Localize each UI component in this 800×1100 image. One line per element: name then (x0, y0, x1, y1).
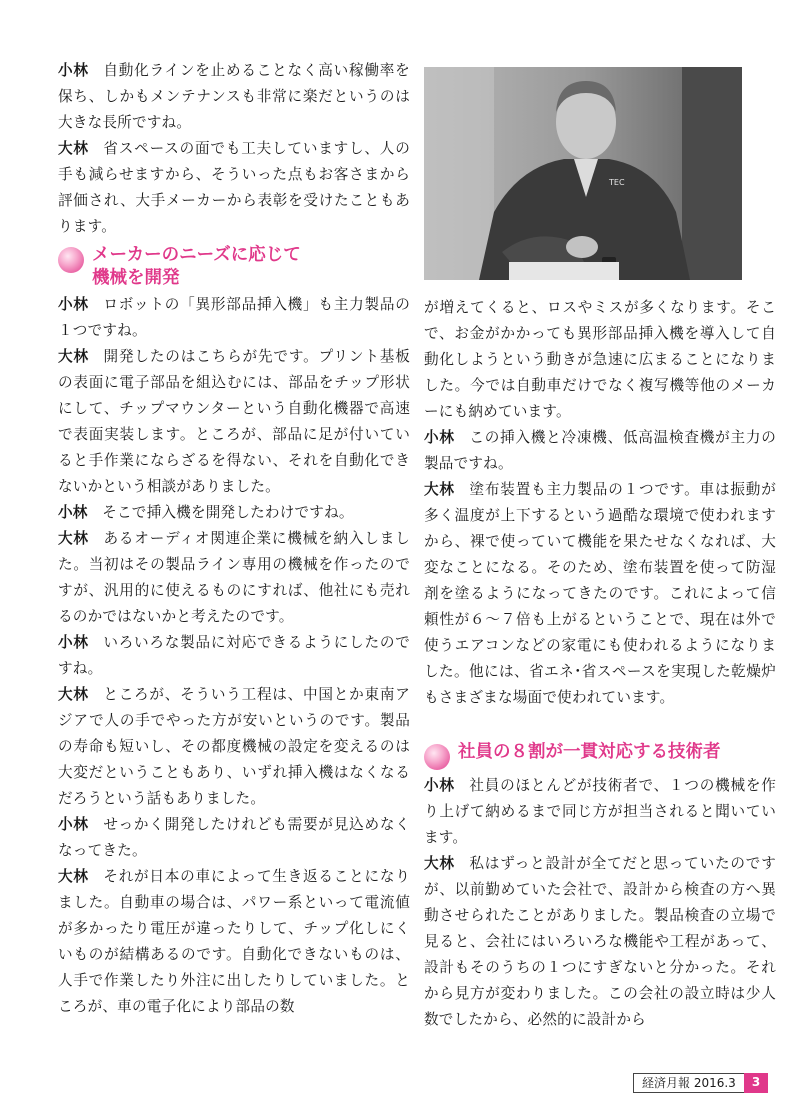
speaker-label: 大林 (58, 348, 89, 365)
speaker-label: 小林 (58, 504, 88, 521)
shirt-logo-text: TEC (609, 178, 625, 187)
paragraph-text: 自動化ラインを止めることなく高い稼働率を保ち、しかもメンテナンスも非常に楽だというのは大きな長所ですね。 (58, 62, 410, 131)
speaker-label: 小林 (58, 296, 89, 313)
speaker-label: 大林 (424, 481, 455, 498)
section-heading (424, 741, 776, 770)
right-column-bottom (424, 773, 776, 1033)
paragraph (424, 851, 776, 1033)
heading-line: メーカーのニーズに応じて (92, 245, 301, 265)
speaker-label: 小林 (58, 634, 89, 651)
paragraph (58, 58, 410, 136)
section-heading-2-wrap (424, 737, 776, 772)
paragraph (58, 526, 410, 630)
paragraph (58, 292, 410, 344)
interview-photo (424, 67, 742, 280)
speaker-label: 大林 (424, 855, 455, 872)
section-heading (58, 244, 410, 290)
heading-line: 機械を開発 (92, 268, 180, 288)
speaker-label: 大林 (58, 140, 89, 157)
paragraph-text: そこで挿入機を開発したわけですね。 (102, 504, 354, 521)
paragraph-text: ロボットの「異形部品挿入機」も主力製品の１つですね。 (58, 296, 410, 339)
paragraph-text: いろいろな製品に対応できるようにしたのですね。 (58, 634, 410, 677)
paragraph-text: 省スペースの面でも工夫していますし、人の手も減らせますから、そういった点もお客さまから評価され、大手メーカーから表彰を受けたこともあります。 (58, 140, 410, 235)
paragraph (424, 295, 776, 425)
speaker-label: 大林 (58, 686, 89, 703)
speaker-label: 大林 (58, 530, 89, 547)
paragraph-text: 私はずっと設計が全てだと思っていたのですが、以前勤めていた会社で、設計から検査の方へ異動させられたことがありました。製品検査の立場で見ると、会社にはいろいろな機能や工程があって、設計もそのうちの１つにすぎないと分かった。それから見方が変わりました。この会社の設立時は少人数でしたから、必然的に設計から (424, 855, 776, 1028)
bullet-circle-icon (424, 744, 450, 770)
speaker-label: 小林 (58, 62, 89, 79)
paragraph (58, 864, 410, 1020)
heading-line: 社員の８割が一貫対応する技術者 (458, 742, 721, 762)
paragraph-text: この挿入機と冷凍機、低高温検査機が主力の製品ですね。 (424, 429, 776, 472)
magazine-title: 経済月報 2016.3 (633, 1073, 744, 1093)
bullet-circle-icon (58, 247, 84, 273)
paragraph-text: あるオーディオ関連企業に機械を納入しました。当初はその製品ライン専用の機械を作ったのですが、汎用的に使えるものにすれば、他社にも売れるのかではないかと考えたのです。 (58, 530, 410, 625)
paragraph (58, 812, 410, 864)
speaker-label: 小林 (424, 429, 455, 446)
paragraph (58, 344, 410, 500)
speaker-label: 大林 (58, 868, 89, 885)
page-footer (633, 1073, 768, 1093)
paragraph (58, 682, 410, 812)
paragraph-text: が増えてくると、ロスやミスが多くなります。そこで、お金がかかっても異形部品挿入機を導入して自動化しようという動きが急速に広まることになりました。今では自動車だけでなく複写機等他のメーカーにも納めています。 (424, 299, 776, 420)
paragraph-text: ところが、そういう工程は、中国とか東南アジアで人の手でやった方が安いというのです。製品の寿命も短いし、その都度機械の設定を変えるのは大変だということもあり、いずれ挿入機はなくなるだろうという話もありました。 (58, 686, 410, 807)
paragraph-text: 塗布装置も主力製品の１つです。車は振動が多く温度が上下するという過酷な環境で使われますから、裸で使っていて機能を果たせなくなれば、大変なことになる。そのため、塗布装置を使って防湿剤を塗るようになってきたのです。これによって信頼性が６～７倍も上がるということで、現在は外で使うエアコンなどの家電にも使われるようになりました。他には、省エネ･省スペースを実現した乾燥炉もさまざまな場面で使われています。 (424, 481, 776, 706)
left-column (58, 58, 410, 1020)
paragraph-text: せっかく開発したけれども需要が見込めなくなってきた。 (58, 816, 410, 859)
page-number: 3 (744, 1073, 768, 1093)
paragraph-text: それが日本の車によって生き返ることになりました。自動車の場合は、パワー系といって電流値が多かったり電圧が違ったりして、チップ化しにくいものが結構あるのです。自動化できないものは、人手で作業したり外注に出したりしていました。ところが、車の電子化により部品の数 (58, 868, 410, 1015)
paragraph (424, 425, 776, 477)
paragraph (58, 630, 410, 682)
paragraph (58, 136, 410, 240)
right-column-top (424, 295, 776, 711)
speaker-label: 小林 (58, 816, 89, 833)
paragraph-text: 社員のほとんどが技術者で、１つの機械を作り上げて納めるまで同じ方が担当されると聞いています。 (424, 777, 776, 846)
paragraph (424, 477, 776, 711)
speaker-label: 小林 (424, 777, 455, 794)
paragraph-text: 開発したのはこちらが先です。プリント基板の表面に電子部品を組込むには、部品をチップ形状にして、チップマウンターという自動化機器で高速で表面実装します。ところが、部品に足が付いていると手作業にならざるを得ない、それを自動化できないかという相談がありました。 (58, 348, 411, 495)
photo-illustration (424, 67, 742, 280)
paragraph (424, 773, 776, 851)
paragraph (58, 500, 410, 526)
